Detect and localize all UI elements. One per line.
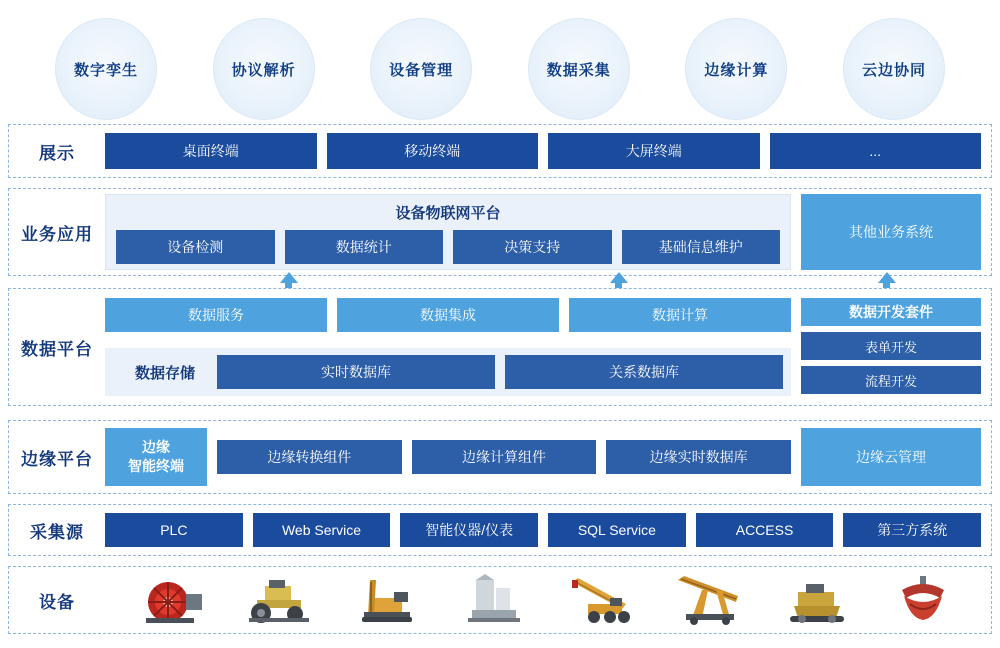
bubble-edge-computing[interactable] — [685, 18, 787, 120]
layer-edge-platform-label: 边缘平台 — [21, 449, 93, 469]
layer-data-platform — [8, 288, 992, 406]
data-storage-panel — [105, 348, 791, 396]
kit-form-development[interactable]: 表单开发 — [801, 332, 981, 360]
spacer — [327, 298, 337, 332]
edge-terminal-line2: 智能终端 — [128, 458, 184, 474]
spacer — [275, 230, 285, 264]
bubble-cloud-edge-collab[interactable] — [843, 18, 945, 120]
layer-display-body — [105, 125, 991, 177]
layer-collection-source-label: 采集源 — [30, 522, 84, 542]
mobile-crane-icon — [564, 574, 640, 626]
tunnel-boring-machine-icon — [133, 574, 209, 626]
module-decision-support[interactable]: 决策支持 — [453, 230, 612, 264]
layer-collection-source — [8, 504, 992, 556]
source-sql-service[interactable]: SQL Service — [548, 513, 686, 547]
layer-business-label: 业务应用 — [21, 224, 93, 244]
layer-devices — [8, 566, 992, 634]
bubble-label: 云边协同 — [861, 61, 926, 79]
bubble-digital-twin[interactable] — [55, 18, 157, 120]
iot-platform-title: 设备物联网平台 — [395, 205, 501, 222]
spacer — [443, 230, 453, 264]
silo-plant-icon — [456, 574, 532, 626]
layer-display — [8, 124, 992, 178]
bubble-protocol-parsing[interactable] — [213, 18, 315, 120]
data-services-row — [105, 298, 791, 332]
data-storage-label: 数据存储 — [134, 364, 195, 382]
drilling-rig-icon — [348, 574, 424, 626]
edge-intelligent-terminal[interactable] — [105, 428, 207, 486]
arrow-up-left-head — [280, 272, 298, 283]
layer-collection-source-body — [105, 505, 991, 555]
arrow-up-right-head — [878, 272, 896, 283]
edge-terminal-line1: 边缘 — [142, 439, 170, 456]
source-smart-instrument[interactable]: 智能仪器/仪表 — [400, 513, 538, 547]
layer-display-label: 展示 — [39, 143, 75, 163]
source-web-service[interactable]: Web Service — [253, 513, 391, 547]
spacer — [612, 230, 622, 264]
source-access[interactable]: ACCESS — [696, 513, 834, 547]
module-basic-info-maintenance[interactable]: 基础信息维护 — [622, 230, 781, 264]
storage-relational-db[interactable]: 关系数据库 — [505, 355, 783, 389]
spacer — [559, 298, 569, 332]
module-data-statistics[interactable]: 数据统计 — [285, 230, 444, 264]
source-third-party-system[interactable]: 第三方系统 — [843, 513, 981, 547]
layer-devices-body — [105, 567, 991, 633]
edge-realtime-database[interactable]: 边缘实时数据库 — [606, 440, 791, 474]
layer-devices-label: 设备 — [39, 592, 75, 612]
source-plc[interactable]: PLC — [105, 513, 243, 547]
data-dev-kit — [801, 298, 981, 396]
layer-edge-platform — [8, 420, 992, 494]
service-data-integration[interactable]: 数据集成 — [337, 298, 559, 332]
service-data-computing[interactable]: 数据计算 — [569, 298, 791, 332]
service-data-service[interactable]: 数据服务 — [105, 298, 327, 332]
edge-conversion-component[interactable]: 边缘转换组件 — [217, 440, 402, 474]
kit-process-development[interactable]: 流程开发 — [801, 366, 981, 394]
display-mobile-terminal[interactable]: 移动终端 — [327, 133, 539, 169]
display-large-screen-terminal[interactable]: 大屏终端 — [548, 133, 760, 169]
arrow-up-mid-head — [610, 272, 628, 283]
iot-platform-modules — [116, 230, 780, 264]
layer-data-platform-label: 数据平台 — [21, 339, 93, 359]
data-platform-left — [105, 298, 791, 396]
bubble-device-management[interactable] — [370, 18, 472, 120]
bubble-label: 设备管理 — [389, 61, 454, 79]
display-more[interactable]: ... — [770, 133, 982, 169]
data-dev-kit-title: 数据开发套件 — [801, 298, 981, 326]
bubble-label: 协议解析 — [231, 61, 296, 79]
edge-computing-component[interactable]: 边缘计算组件 — [412, 440, 597, 474]
bubble-data-collection[interactable] — [528, 18, 630, 120]
paver-icon — [779, 574, 855, 626]
layer-business-application — [8, 188, 992, 276]
iot-platform-panel — [105, 194, 791, 270]
layer-edge-platform-body — [105, 421, 991, 493]
capability-bubbles — [0, 0, 1000, 124]
gantry-crane-icon — [672, 574, 748, 626]
module-device-inspection[interactable]: 设备检测 — [116, 230, 275, 264]
bubble-label: 数据采集 — [546, 61, 611, 79]
layer-business-body — [105, 189, 991, 275]
edge-cloud-management[interactable]: 边缘云管理 — [801, 428, 981, 486]
bubble-label: 边缘计算 — [704, 61, 769, 79]
other-business-systems[interactable]: 其他业务系统 — [801, 194, 981, 270]
bubble-label: 数字孪生 — [73, 61, 138, 79]
storage-realtime-db[interactable]: 实时数据库 — [217, 355, 495, 389]
layer-data-platform-body — [105, 289, 991, 405]
grab-bucket-icon — [887, 574, 963, 626]
road-roller-icon — [241, 574, 317, 626]
display-desktop-terminal[interactable]: 桌面终端 — [105, 133, 317, 169]
